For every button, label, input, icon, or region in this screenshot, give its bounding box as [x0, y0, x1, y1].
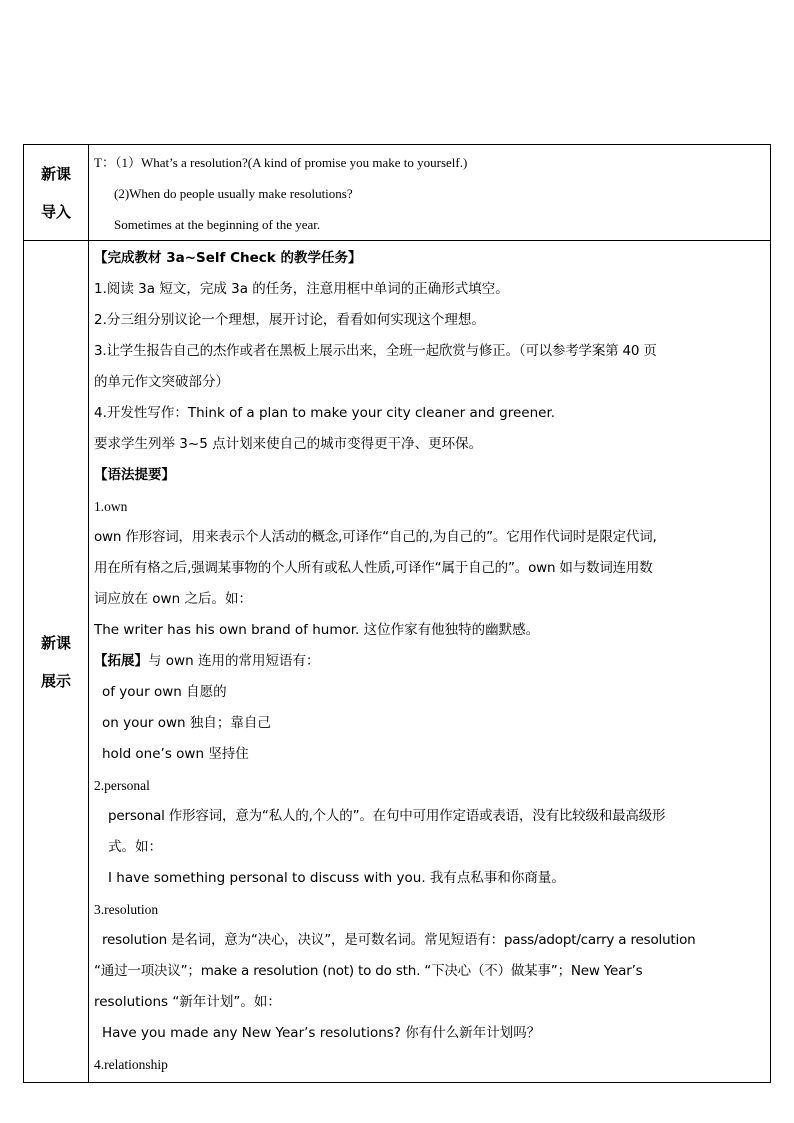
resolution-title: 3.resolution: [94, 902, 159, 917]
grammar-heading: 【语法提要】: [94, 467, 175, 483]
intro-label-line1: 新课: [40, 164, 71, 183]
intro-label-cell: [24, 145, 89, 241]
task-1: 1.阅读 3a 短文，完成 3a 的任务，注意用框中单词的正确形式填空。: [94, 281, 509, 297]
personal-title: 2.personal: [94, 778, 150, 793]
own-explanation-3: 词应放在 own 之后。如：: [94, 591, 252, 607]
task-4-requirement: 要求学生列举 3~5 点计划来使自己的城市变得更干净、更环保。: [94, 436, 483, 452]
personal-example: I have something personal to discuss with you. 我有点私事和你商量。: [108, 870, 565, 886]
task-3-line-a: 3.让学生报告自己的杰作或者在黑板上展示出来，全班一起欣赏与修正。（可以参考学案第 40 页: [94, 343, 657, 359]
intro-line-1: T：（1）What’s a resolution?(A kind of promise you make to yourself.): [94, 155, 468, 170]
main-label-cell: [24, 241, 89, 1083]
intro-row: [24, 145, 771, 241]
intro-line-2: (2)When do people usually make resolutions?: [114, 186, 353, 201]
relationship-title: 4.relationship: [94, 1057, 168, 1072]
task-heading: 【完成教材 3a~Self Check 的教学任务】: [94, 250, 362, 266]
own-explanation-1: own 作形容词，用来表示个人活动的概念,可译作“自己的,为自己的”。它用作代词时是限定代词,: [94, 529, 657, 545]
phrase-1: of your own 自愿的: [102, 684, 227, 700]
main-row: [24, 241, 771, 1083]
task-4: 4.开发性写作：Think of a plan to make your city cleaner and greener.: [94, 405, 556, 421]
main-label-line1: 新课: [40, 633, 71, 652]
own-example: The writer has his own brand of humor. 这位作家有他独特的幽默感。: [94, 622, 540, 638]
personal-explanation-2: 式。如：: [108, 839, 162, 855]
main-label-line2: 展示: [40, 671, 71, 690]
phrase-2: on your own 独自；靠自己: [102, 715, 271, 731]
intro-label-line2: 导入: [40, 202, 71, 221]
own-title: 1.own: [94, 499, 128, 514]
task-2: 2.分三组分别议论一个理想，展开讨论，看看如何实现这个理想。: [94, 312, 485, 328]
main-content-cell: [89, 241, 771, 1083]
resolution-explanation-2: “通过一项决议”；make a resolution (not) to do sth. “下决心（不）做某事”；New Year’s: [94, 963, 643, 979]
expand-label: 【拓展】: [94, 653, 148, 669]
task-3-line-b: 的单元作文突破部分）: [94, 374, 229, 390]
phrase-3: hold one’s own 坚持住: [102, 746, 249, 762]
intro-line-3: Sometimes at the beginning of the year.: [114, 217, 321, 232]
intro-content-cell: [89, 145, 771, 241]
resolution-explanation-3: resolutions “新年计划”。如：: [94, 994, 281, 1010]
lesson-plan-table: [23, 144, 771, 1083]
expand-line: [94, 646, 766, 677]
expand-text: 与 own 连用的常用短语有：: [148, 653, 320, 669]
resolution-explanation-1: resolution 是名词，意为“决心，决议”，是可数名词。常见短语有：pass/adopt/carry a resolution: [102, 932, 696, 948]
own-explanation-2: 用在所有格之后,强调某事物的个人所有或私人性质,可译作“属于自己的”。own 如与数词连用数: [94, 560, 653, 576]
resolution-example: Have you made any New Year’s resolutions? 你有什么新年计划吗？: [102, 1025, 541, 1041]
personal-explanation-1: personal 作形容词，意为“私人的,个人的”。在句中可用作定语或表语，没有比较级和最高级形: [108, 808, 666, 824]
